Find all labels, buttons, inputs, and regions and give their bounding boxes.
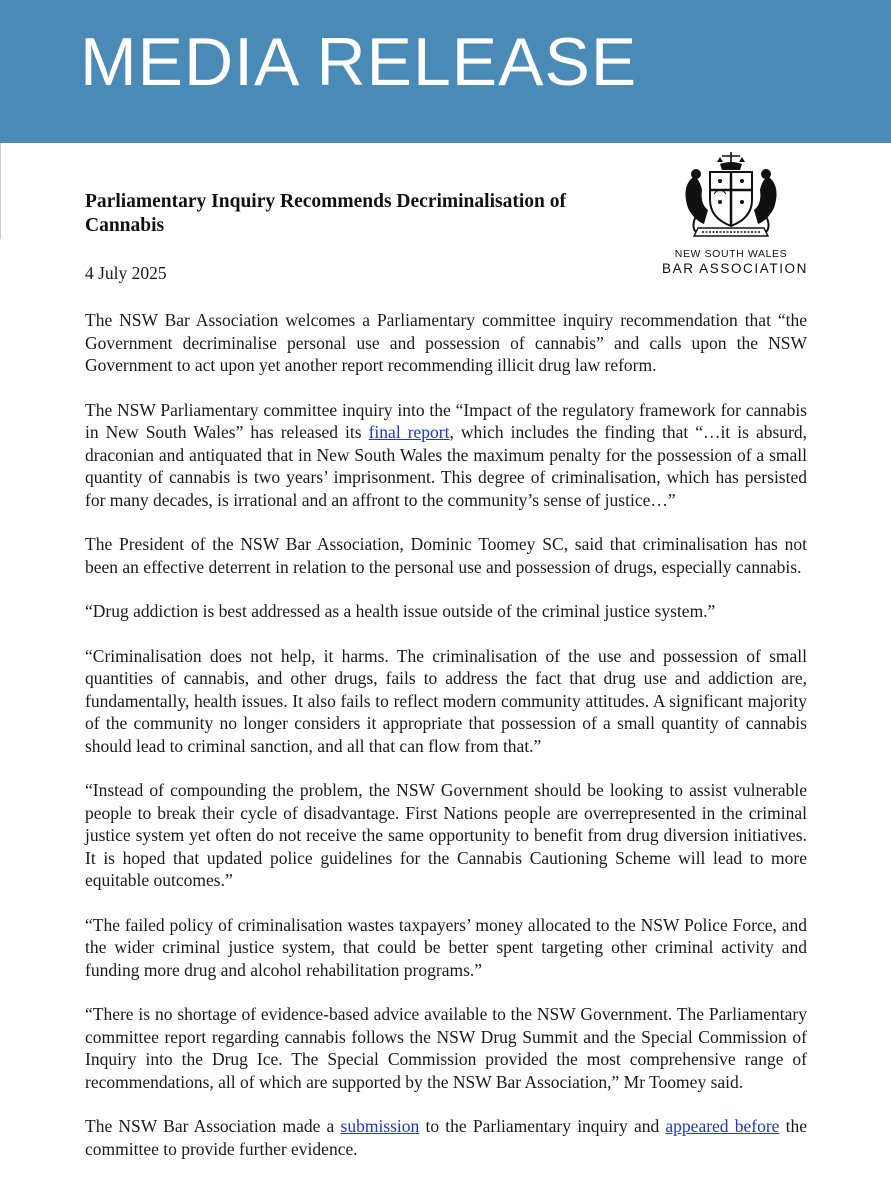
page-title: Parliamentary Inquiry Recommends Decriminalisation of Cannabis bbox=[85, 191, 566, 236]
paragraph-quote-policy: “The failed policy of criminalisation wastes taxpayers’ money allocated to the NSW Police Force, and the wider criminal justice system, that could be better spent targeting other criminal activity and funding more drug and alcohol rehabilitation programs.” bbox=[85, 914, 807, 980]
paragraph-submission bbox=[85, 1115, 807, 1160]
banner-title: MEDIA RELEASE bbox=[80, 24, 638, 100]
paragraph-text: The NSW Parliamentary committee inquiry into the “Impact of the regulatory framework for cannabis in New South Wales” has released its bbox=[85, 399, 807, 442]
paragraph-text: to the Parliamentary inquiry and bbox=[419, 1116, 666, 1136]
paragraph-quote-health: “Drug addiction is best addressed as a health issue outside of the criminal justice system.” bbox=[85, 601, 716, 621]
paragraph-text: The NSW Bar Association made a bbox=[85, 1116, 341, 1136]
paragraph-intro: The NSW Bar Association welcomes a Parliamentary committee inquiry recommendation that “the Government decriminalise personal use and possession of cannabis” and calls upon the NSW Government to act upon yet another report recommending illicit drug law reform. bbox=[85, 310, 807, 375]
logo-title: BAR ASSOCIATION bbox=[661, 261, 809, 276]
bar-association-logo bbox=[660, 150, 810, 280]
release-date: 4 July 2025 bbox=[85, 263, 167, 283]
paragraph-inquiry bbox=[85, 399, 807, 512]
paragraph-text: , which includes the finding that “…it is absurd, draconian and antiquated that in New South Wales the maximum penalty for the possession of a small quantity of cannabis is two years’ imprisonment. This degree of criminalisation, which has persisted for many decades, is irrational and an affront to the community’s sense of justice…” bbox=[85, 422, 807, 510]
submission-link[interactable]: submission bbox=[340, 1116, 420, 1136]
coat-of-arms-icon bbox=[676, 150, 786, 238]
page-edge-line bbox=[0, 143, 1, 239]
appeared-before-link[interactable]: appeared before bbox=[665, 1116, 780, 1136]
release-body bbox=[85, 309, 807, 1182]
media-release-banner bbox=[0, 0, 891, 143]
paragraph-president: The President of the NSW Bar Association, Dominic Toomey SC, said that criminalisation has not been an effective deterrent in relation to the personal use and possession of drugs, especially cannabis. bbox=[85, 534, 807, 577]
paragraph-quote-evidence: “There is no shortage of evidence-based advice available to the NSW Government. The Parliamentary committee report regarding cannabis follows the NSW Drug Summit and the Special Commission of Inquiry into the Drug Ice. The Special Commission provided the most comprehensive range of recommendations, all of which are supported by the NSW Bar Association,” Mr Toomey said. bbox=[85, 1004, 807, 1092]
paragraph-quote-harms: “Criminalisation does not help, it harms. The criminalisation of the use and possession of small quantities of cannabis, and other drugs, fails to address the fact that drug use and addiction are, fundamentally, health issues. It also fails to reflect modern community attitudes. A significant majority of the community no longer considers it appropriate that possession of a small quantity of cannabis should lead to criminal sanction, and all that can flow from that.” bbox=[85, 645, 807, 756]
final-report-link[interactable]: final report bbox=[368, 422, 450, 442]
paragraph-quote-disadvantage: “Instead of compounding the problem, the NSW Government should be looking to assist vulnerable people to break their cycle of disadvantage. First Nations people are overrepresented in the criminal justice system yet often do not receive the same opportunity to benefit from drug diversion initiatives. It is hoped that updated police guidelines for the Cannabis Cautioning Scheme will lead to more equitable outcomes.” bbox=[85, 780, 807, 890]
logo-subtitle: NEW SOUTH WALES bbox=[674, 248, 788, 260]
paragraph-text: the committee to provide further evidence. bbox=[85, 1116, 808, 1159]
